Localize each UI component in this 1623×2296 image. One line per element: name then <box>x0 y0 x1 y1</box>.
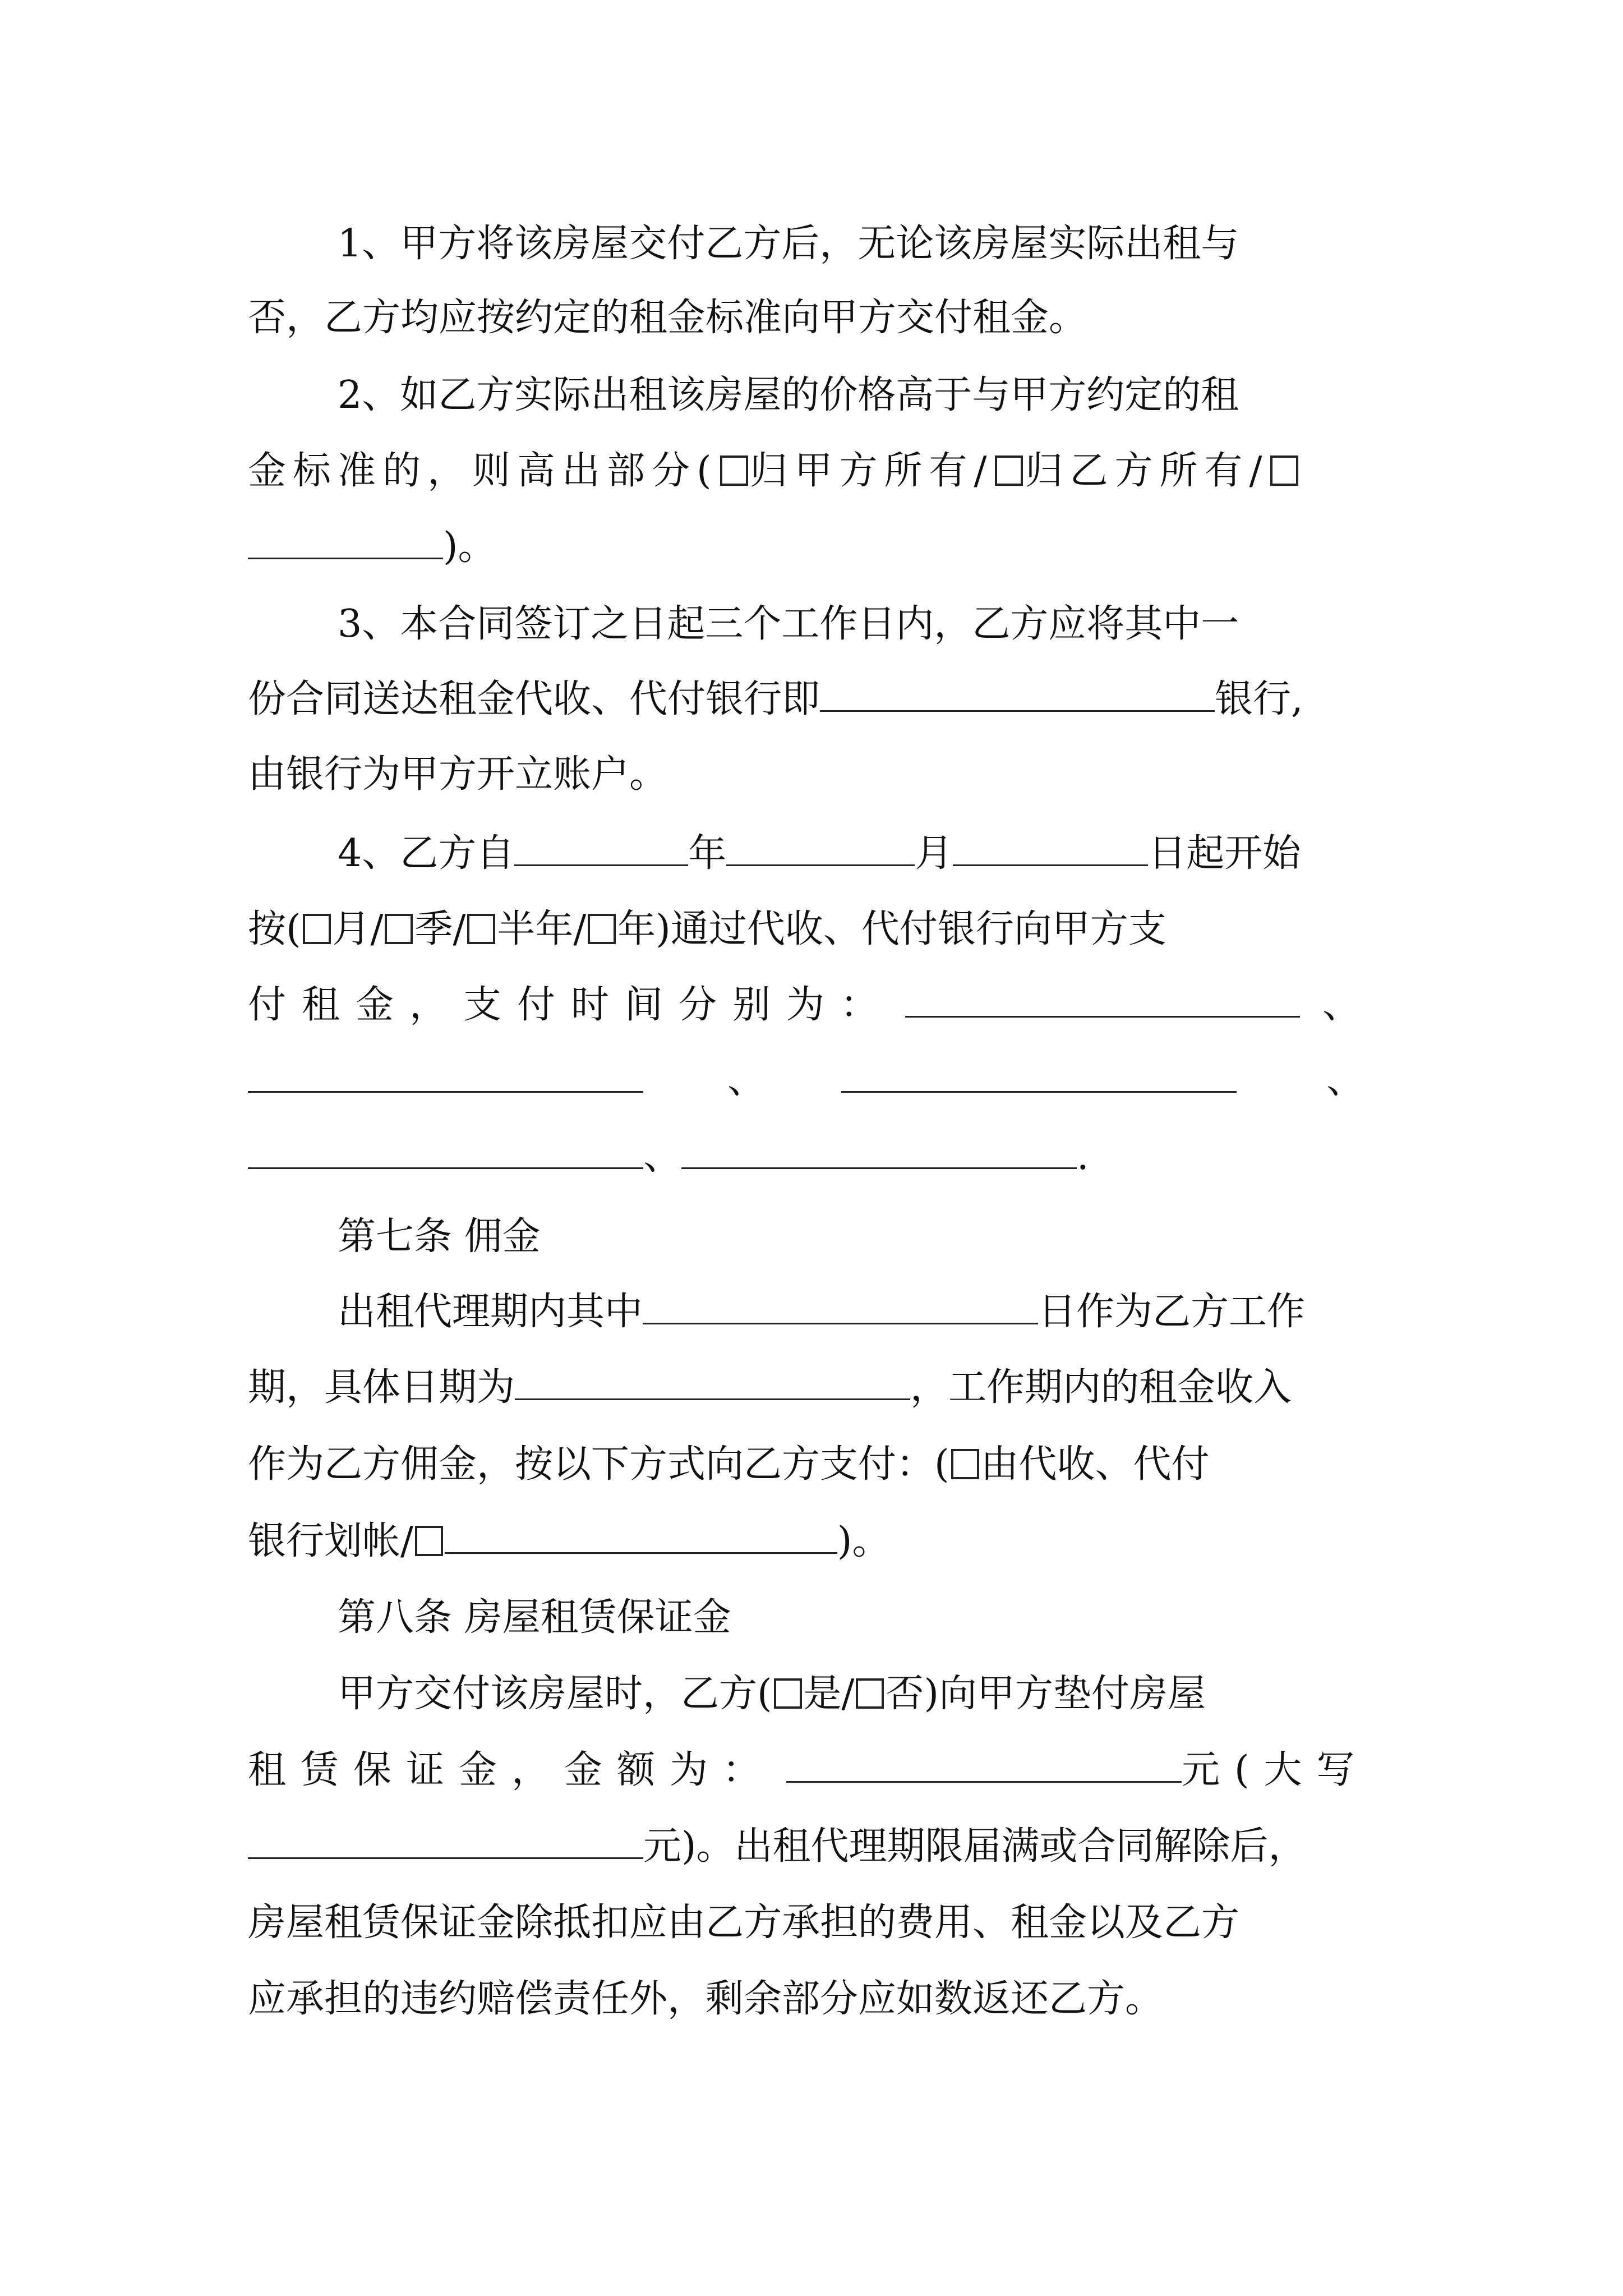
checkbox-monthly[interactable] <box>303 914 331 944</box>
clause-3-text: 3、本合同签订之日起三个工作日内，乙方应将其中一 <box>338 602 1239 646</box>
option-label: 季/ <box>414 907 466 951</box>
article-7-text: 作为乙方佣金，按以下方式向乙方支付：( <box>248 1442 949 1487</box>
clause-4-text: 日起开始 <box>1148 831 1301 876</box>
checkbox-other[interactable] <box>1270 455 1298 486</box>
article-8-line-1 <box>338 1666 1206 1722</box>
clause-2-line-3 <box>248 519 496 575</box>
clause-1-line-2 <box>248 290 1087 346</box>
separator: 、 <box>1322 983 1377 1027</box>
blank-payment-date-4[interactable] <box>248 1129 643 1169</box>
clause-4-line-4 <box>248 1052 1364 1108</box>
clause-3-line-2 <box>248 671 1303 728</box>
clause-1-text: 否，乙方均应按约定的租金标准向甲方交付租金。 <box>248 296 1087 340</box>
blank-payment-date-3[interactable] <box>841 1052 1237 1093</box>
article-7-text: 出租代理期内其中 <box>338 1290 643 1334</box>
article-8-text: 否)向甲方垫付房屋 <box>886 1672 1206 1716</box>
clause-2-line-1 <box>338 367 1239 424</box>
blank-other-method[interactable] <box>445 1513 837 1554</box>
checkbox-no[interactable] <box>856 1678 884 1709</box>
article-7-text: 期，具体日期为 <box>248 1365 515 1410</box>
blank-bank-name[interactable] <box>820 671 1215 712</box>
blank-work-days[interactable] <box>643 1284 1038 1324</box>
closing-paren: )。 <box>837 1519 891 1563</box>
clause-3-line-1 <box>338 596 1239 652</box>
article-8-text: 甲方交付该房屋时，乙方( <box>338 1672 772 1716</box>
label-year: 年 <box>688 831 727 876</box>
article-8-line-3 <box>248 1819 1307 1875</box>
clause-4-line-2 <box>248 901 1166 958</box>
checkbox-half-year[interactable] <box>467 914 495 944</box>
blank-other-owner[interactable] <box>248 519 443 559</box>
clause-4-text: 4、乙方自 <box>338 831 515 876</box>
checkbox-yes[interactable] <box>774 1678 802 1709</box>
article-8-line-4 <box>248 1895 1239 1951</box>
clause-4-line-3 <box>248 977 1376 1033</box>
separator: 、 <box>727 1058 766 1102</box>
checkbox-bank-transfer[interactable] <box>951 1449 979 1479</box>
checkbox-party-b[interactable] <box>995 455 1023 486</box>
article-8-line-5 <box>248 1971 1163 2027</box>
clause-3-text: 银行, <box>1215 677 1303 721</box>
option-label: 月/ <box>332 907 384 951</box>
blank-start-month[interactable] <box>726 826 915 866</box>
clause-4-text: 年)通过代收、代付银行向甲方支 <box>617 907 1166 951</box>
option-label: 归乙方所有/ <box>1025 449 1269 493</box>
article-7-line-1 <box>338 1284 1305 1340</box>
checkbox-party-a[interactable] <box>720 455 748 486</box>
closing-paren: )。 <box>443 524 496 569</box>
clause-2-text: 金标准的，则高出部分( <box>248 449 718 493</box>
blank-deposit-amount-words[interactable] <box>248 1819 643 1859</box>
article-8-text: 元(大写 <box>1182 1748 1370 1792</box>
checkbox-yearly[interactable] <box>588 914 616 944</box>
blank-work-dates[interactable] <box>515 1360 910 1400</box>
article-7-line-2 <box>248 1360 1292 1416</box>
article-8-text: 房屋租赁保证金除抵扣应由乙方承担的费用、租金以及乙方 <box>248 1901 1240 1945</box>
heading-text: 第七条 佣金 <box>338 1214 541 1259</box>
article-8-text: 应承担的违约赔偿责任外，剩余部分应如数返还乙方。 <box>248 1977 1164 2021</box>
article-7-line-3 <box>248 1437 1210 1493</box>
article-8-heading <box>338 1590 731 1646</box>
article-7-text: 日作为乙方工作 <box>1038 1290 1306 1334</box>
article-7-heading <box>338 1209 541 1265</box>
clause-3-text: 份合同送达租金代收、代付银行即 <box>248 677 820 721</box>
blank-start-year[interactable] <box>514 826 688 866</box>
clause-1-line-1 <box>338 216 1239 272</box>
checkbox-other-method[interactable] <box>415 1526 443 1556</box>
clause-2-line-2 <box>248 443 1300 499</box>
article-8-text: 租赁保证金，金额为： <box>248 1748 776 1792</box>
option-label: 半年/ <box>497 907 587 951</box>
article-7-text: ，工作期内的租金收入 <box>910 1365 1292 1410</box>
option-label: 归甲方所有/ <box>749 449 994 493</box>
clause-2-text: 2、如乙方实际出租该房屋的价格高于与甲方约定的租 <box>338 373 1239 417</box>
checkbox-quarterly[interactable] <box>385 914 413 944</box>
blank-start-day[interactable] <box>953 826 1148 866</box>
period: . <box>1077 1134 1089 1179</box>
separator: 、 <box>1326 1058 1365 1102</box>
article-7-line-4 <box>248 1513 890 1570</box>
option-label: 由代收、代付 <box>980 1442 1210 1487</box>
separator: 、 <box>643 1134 682 1179</box>
clause-4-text: 付租金，支付时间分别为： <box>248 983 895 1027</box>
blank-payment-date-2[interactable] <box>248 1052 643 1093</box>
heading-text: 第八条 房屋租赁保证金 <box>338 1595 731 1640</box>
blank-deposit-amount[interactable] <box>786 1742 1182 1783</box>
option-label: 是/ <box>803 1672 855 1716</box>
clause-3-line-3 <box>248 747 667 803</box>
clause-4-line-1 <box>338 826 1301 882</box>
article-8-text: 元)。出租代理期限届满或合同解除后， <box>643 1824 1307 1869</box>
label-month: 月 <box>915 831 953 876</box>
blank-payment-date-1[interactable] <box>905 977 1300 1018</box>
blank-payment-date-5[interactable] <box>681 1129 1077 1169</box>
clause-1-text: 1、甲方将该房屋交付乙方后，无论该房屋实际出租与 <box>338 222 1239 266</box>
clause-4-line-5 <box>248 1129 1089 1185</box>
clause-3-text: 由银行为甲方开立账户。 <box>248 752 668 797</box>
article-8-line-2 <box>248 1742 1370 1798</box>
article-7-text: 银行划帐/ <box>248 1519 413 1563</box>
clause-4-text: 按( <box>248 907 301 951</box>
